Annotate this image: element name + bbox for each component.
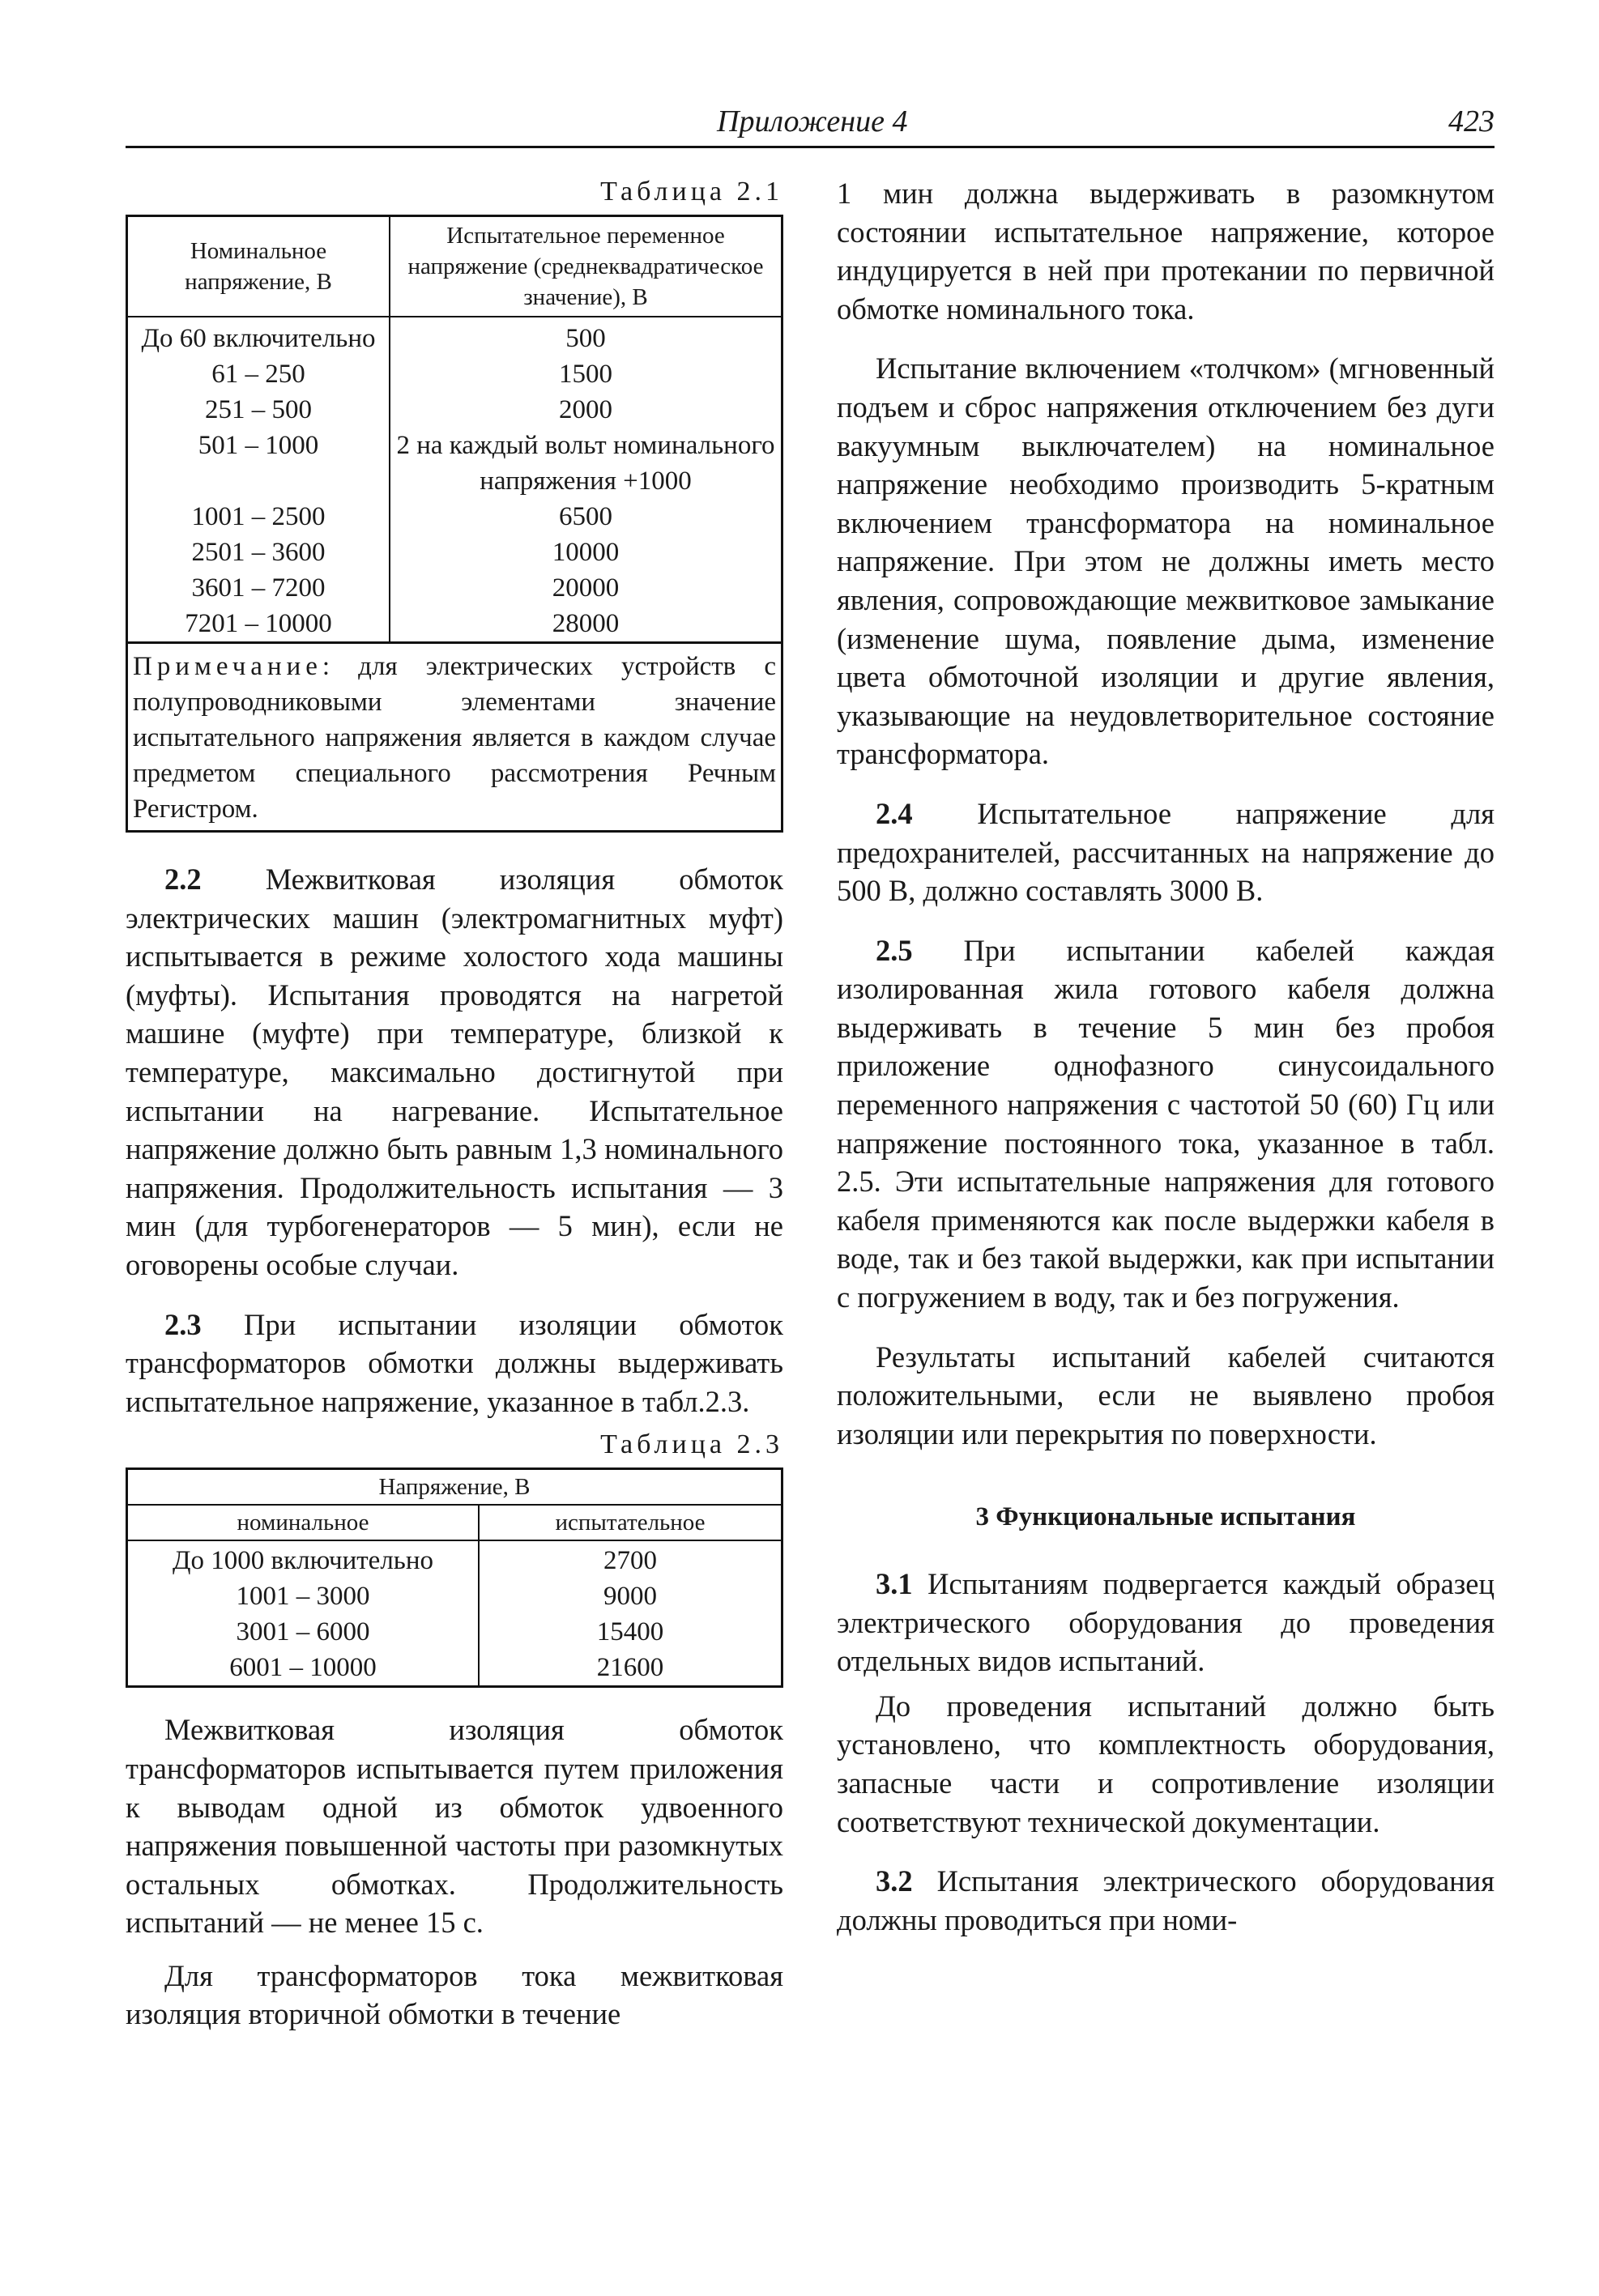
table-cell: 1500: [390, 356, 782, 392]
table-cell: 2000: [390, 392, 782, 428]
table-2-3: [126, 1467, 783, 1688]
table-cell: 3601 – 7200: [127, 570, 390, 606]
table-row: [127, 356, 782, 392]
paragraph-text: Межвитковая изоляция обмоток электрических машин (электромагнитных муфт) испытывается в режиме холостого хода машины (муфты). Испытания проводятся на нагретой машине (муфте) при температуре, близкой к температуре, максимально достигнутой при испытании на нагревание. Испытательное напряжение должно быть равным 1,3 номинального напряжения. Продолжительность испытания — 3 мин (для турбогенераторов — 5 мин), если не оговорены особые случаи.: [126, 863, 783, 1281]
paragraph-text: При испытании кабелей каждая изолированная жила готового кабеля должна выдерживать в течение 5 мин без пробоя приложение однофазного синусоидального переменного напряжения с частотой 50 (60) Гц или напряжение постоянного тока, указанное в табл. 2.5. Эти испытательные напряжения для готового кабеля применяются как после выдержки кабеля в воде, так и без такой выдержки, как при испытании с погружением в воду, так и без погружения.: [837, 933, 1495, 1314]
paragraph-text: Испытаниям подвергается каждый образец электрического оборудования до проведения отдельных видов испытаний.: [837, 1567, 1495, 1678]
table-cell: 2700: [479, 1540, 782, 1578]
paragraph-current-transformers-cont: 1 мин должна выдерживать в разомкнутом состоянии испытательное напряжение, которое индуцируется в ней при протекании по первичной обмотке номинального тока.: [837, 177, 1495, 326]
header-section-title: Приложение 4: [717, 104, 908, 138]
table-row: [127, 428, 782, 499]
table-row: [127, 1578, 782, 1614]
page-number: 423: [1448, 104, 1495, 138]
table-row: [127, 1650, 782, 1687]
paragraph-text: Испытательное напряжение для предохранителей, рассчитанных на напряжение до 500 В, должно составлять 3000 В.: [837, 796, 1495, 908]
table-row: [127, 1540, 782, 1578]
clause-number: 2.3: [164, 1307, 202, 1341]
table-cell: 1001 – 3000: [127, 1578, 480, 1614]
table-cell: 21600: [479, 1650, 782, 1687]
clause-number: 2.2: [164, 863, 202, 896]
table-cell: 2501 – 3600: [127, 535, 390, 570]
paragraph-cable-results: Результаты испытаний кабелей считаются положительными, если не выявлено пробоя изоляции или перекрытия по поверхности.: [837, 1340, 1495, 1450]
table-cell: 9000: [479, 1578, 782, 1614]
note-text: : для электрических устройств с полупроводниковыми элементами значение испытательного напряжения является в каждом случае предметом специального рассмотрения Речным Регистром.: [133, 652, 776, 824]
paragraph-3-1: [837, 1565, 1495, 1680]
table-2-1: [126, 215, 783, 833]
paragraph-2-2: [126, 860, 783, 1284]
table-2-3-col-nominal: номинальное: [127, 1505, 480, 1540]
table-cell: 6001 – 10000: [127, 1650, 480, 1687]
table-cell: 501 – 1000: [127, 428, 390, 499]
paragraph-2-4: [837, 794, 1495, 910]
table-cell: 6500: [390, 499, 782, 535]
table-2-1-caption: Таблица 2.1: [600, 177, 783, 207]
table-row: [127, 499, 782, 535]
table-2-3-header: Напряжение, В: [127, 1469, 782, 1506]
table-2-3-caption: Таблица 2.3: [600, 1429, 783, 1460]
table-cell: 2 на каждый вольт номинального напряжения +1000: [390, 428, 782, 499]
paragraph-text: При испытании изоляции обмоток трансформаторов обмотки должны выдерживать испытательное напряжение, указанное в табл.2.3.: [126, 1307, 783, 1418]
table-cell: До 1000 включительно: [127, 1540, 480, 1578]
right-column: [837, 174, 1495, 1960]
table-2-1-col-nominal: Номинальное напряжение, В: [127, 216, 390, 317]
table-cell: 10000: [390, 535, 782, 570]
left-column: [126, 174, 783, 2055]
table-row: [127, 1614, 782, 1650]
clause-number: 2.5: [876, 933, 913, 967]
paragraph-inrush-test: Испытание включением «толчком» (мгновенный подъем и сброс напряжения отключением без дуги вакуумным выключателем) на номинальное напряжение необходимо производить 5-кратным включением трансформатора на номинальное напряжение. При этом не должны иметь место явления, сопровождающие межвитковое замыкание (изменение шума, появление дыма, изменение цвета обмоточной изоляции и другие явления, указывающие на неудовлетворительное состояние трансформатора.: [837, 351, 1495, 771]
paragraph-2-5: [837, 931, 1495, 1317]
page-header: [126, 104, 1495, 148]
table-cell: 28000: [390, 606, 782, 643]
paragraph-3-2: [837, 1862, 1495, 1939]
table-cell: 15400: [479, 1614, 782, 1650]
paragraph-text: Испытания электрического оборудования должны проводиться при номи-: [837, 1864, 1495, 1936]
table-row: [127, 317, 782, 356]
table-row: [127, 570, 782, 606]
table-cell: До 60 включительно: [127, 317, 390, 356]
note-label: Примечание: [133, 652, 322, 681]
table-cell: 500: [390, 317, 782, 356]
table-cell: 3001 – 6000: [127, 1614, 480, 1650]
clause-number: 3.1: [876, 1567, 913, 1600]
paragraph-current-transformers: Для трансформаторов тока межвитковая изоляция вторичной обмотки в течение: [126, 1958, 783, 2031]
table-cell: 1001 – 2500: [127, 499, 390, 535]
paragraph-completeness: До проведения испытаний должно быть установлено, что комплектность оборудования, запасные части и сопротивление изоляции соответствуют технической документации.: [837, 1689, 1495, 1838]
clause-number: 2.4: [876, 796, 913, 830]
clause-number: 3.2: [876, 1864, 913, 1898]
table-row: [127, 535, 782, 570]
table-2-1-note: [127, 643, 782, 832]
table-row: [127, 392, 782, 428]
paragraph-interturn: Межвитковая изоляция обмоток трансформаторов испытывается путем приложения к выводам одной из обмоток удвоенного напряжения повышенной частоты при разомкнутых остальных обмотках. Продолжительность испытаний — не менее 15 с.: [126, 1713, 783, 1940]
table-2-3-col-test: испытательное: [479, 1505, 782, 1540]
table-cell: 7201 – 10000: [127, 606, 390, 643]
table-2-1-col-test: Испытательное переменное напряжение (среднеквадратическое значение), В: [390, 216, 782, 317]
table-cell: 251 – 500: [127, 392, 390, 428]
table-cell: 20000: [390, 570, 782, 606]
section-3-heading: 3 Функциональные испытания: [975, 1502, 1356, 1532]
table-cell: 61 – 250: [127, 356, 390, 392]
table-row: [127, 606, 782, 643]
paragraph-2-3: [126, 1306, 783, 1421]
